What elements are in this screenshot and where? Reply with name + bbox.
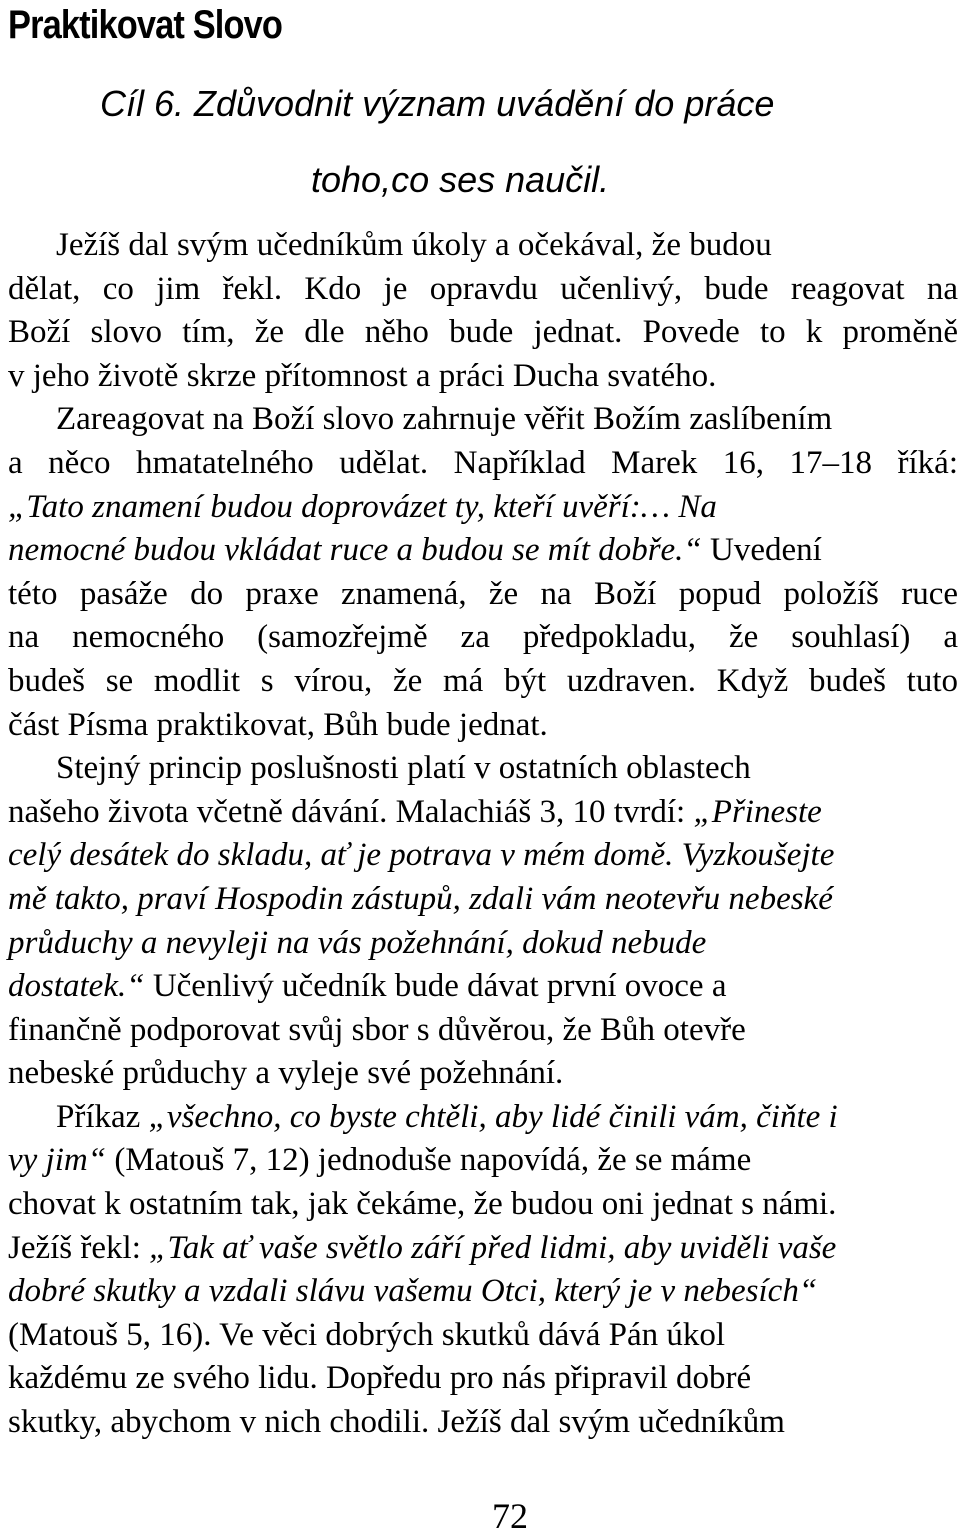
paragraph-line: nemocné budou vkládat ruce a budou se mít dobře.“ Uvedení [8, 532, 822, 569]
paragraph-line: Ježíš dal svým učedníkům úkoly a očekával, že budou [56, 227, 772, 263]
paragraph-line: Stejný princip poslušnosti platí v ostatních oblastech [56, 750, 751, 787]
paragraph-line: část Písma praktikovat, Bůh bude jednat. [8, 706, 548, 743]
paragraph-line: chovat k ostatním tak, jak čekáme, že budou oni jednat s námi. [8, 1186, 837, 1223]
paragraph-line: v jeho životě skrze přítomnost a práci Ducha svatého. [8, 357, 717, 394]
paragraph-line: na nemocného (samozřejmě za předpokladu, že souhlasí) a [8, 619, 958, 656]
paragraph-line: každému ze svého lidu. Dopředu pro nás připravil dobré [8, 1360, 752, 1397]
scripture-quote-line: „Tato znamení budou doprovázet ty, kteří uvěří:… Na [8, 488, 717, 525]
section-title-continued: toho,co ses naučil. [311, 159, 610, 200]
paragraph-line: a něco hmatatelného udělat. Například Marek 16, 17–18 říká: [8, 444, 958, 481]
paragraph-line: Boží slovo tím, že dle něho bude jednat. Povede to k proměně [8, 314, 958, 351]
scripture-quote-line: průduchy a nevyleji na vás požehnání, dokud nebude [8, 924, 707, 961]
scripture-quote-line: dobré skutky a vzdali slávu vašemu Otci, který je v nebesích“ [8, 1273, 818, 1310]
paragraph-line: Zareagovat na Boží slovo zahrnuje věřit Božím zaslíbením [56, 401, 833, 438]
paragraph-line: dělat, co jim řekl. Kdo je opravdu učenlivý, bude reagovat na [8, 270, 958, 307]
paragraph-line: nebeské průduchy a vyleje své požehnání. [8, 1055, 564, 1092]
paragraph-line: budeš se modlit s vírou, že má být uzdraven. Když budeš tuto [8, 662, 958, 699]
paragraph-line: Příkaz „všechno, co byste chtěli, aby lidé činili vám, čiňte i [56, 1098, 838, 1135]
paragraph-line: skutky, abychom v nich chodili. Ježíš dal svým učedníkům [8, 1404, 785, 1441]
page-header: Praktikovat Slovo [8, 3, 283, 47]
paragraph-line: (Matouš 5, 16). Ve věci dobrých skutků dává Pán úkol [8, 1316, 726, 1353]
page-number: 72 [492, 1496, 528, 1536]
paragraph-line: dostatek.“ Učenlivý učedník bude dávat první ovoce a [8, 968, 727, 1005]
section-title: Cíl 6. Zdůvodnit význam uvádění do práce [100, 83, 775, 124]
paragraph-line: našeho života včetně dávání. Malachiáš 3, 10 tvrdí: „Přineste [8, 793, 822, 830]
scripture-quote-line: celý desátek do skladu, ať je potrava v mém domě. Vyzkoušejte [8, 837, 835, 874]
paragraph-line: vy jim“ (Matouš 7, 12) jednoduše napovídá, že se máme [8, 1142, 752, 1179]
body-text [8, 224, 958, 1445]
paragraph-line: finančně podporovat svůj sbor s důvěrou, že Bůh otevře [8, 1011, 746, 1048]
paragraph-line: této pasáže do praxe znamená, že na Boží popud položíš ruce [8, 575, 958, 612]
paragraph-line: Ježíš řekl: „Tak ať vaše světlo září před lidmi, aby uviděli vaše [8, 1229, 837, 1266]
scripture-quote-line: mě takto, praví Hospodin zástupů, zdali vám neotevřu nebeské [8, 880, 833, 917]
